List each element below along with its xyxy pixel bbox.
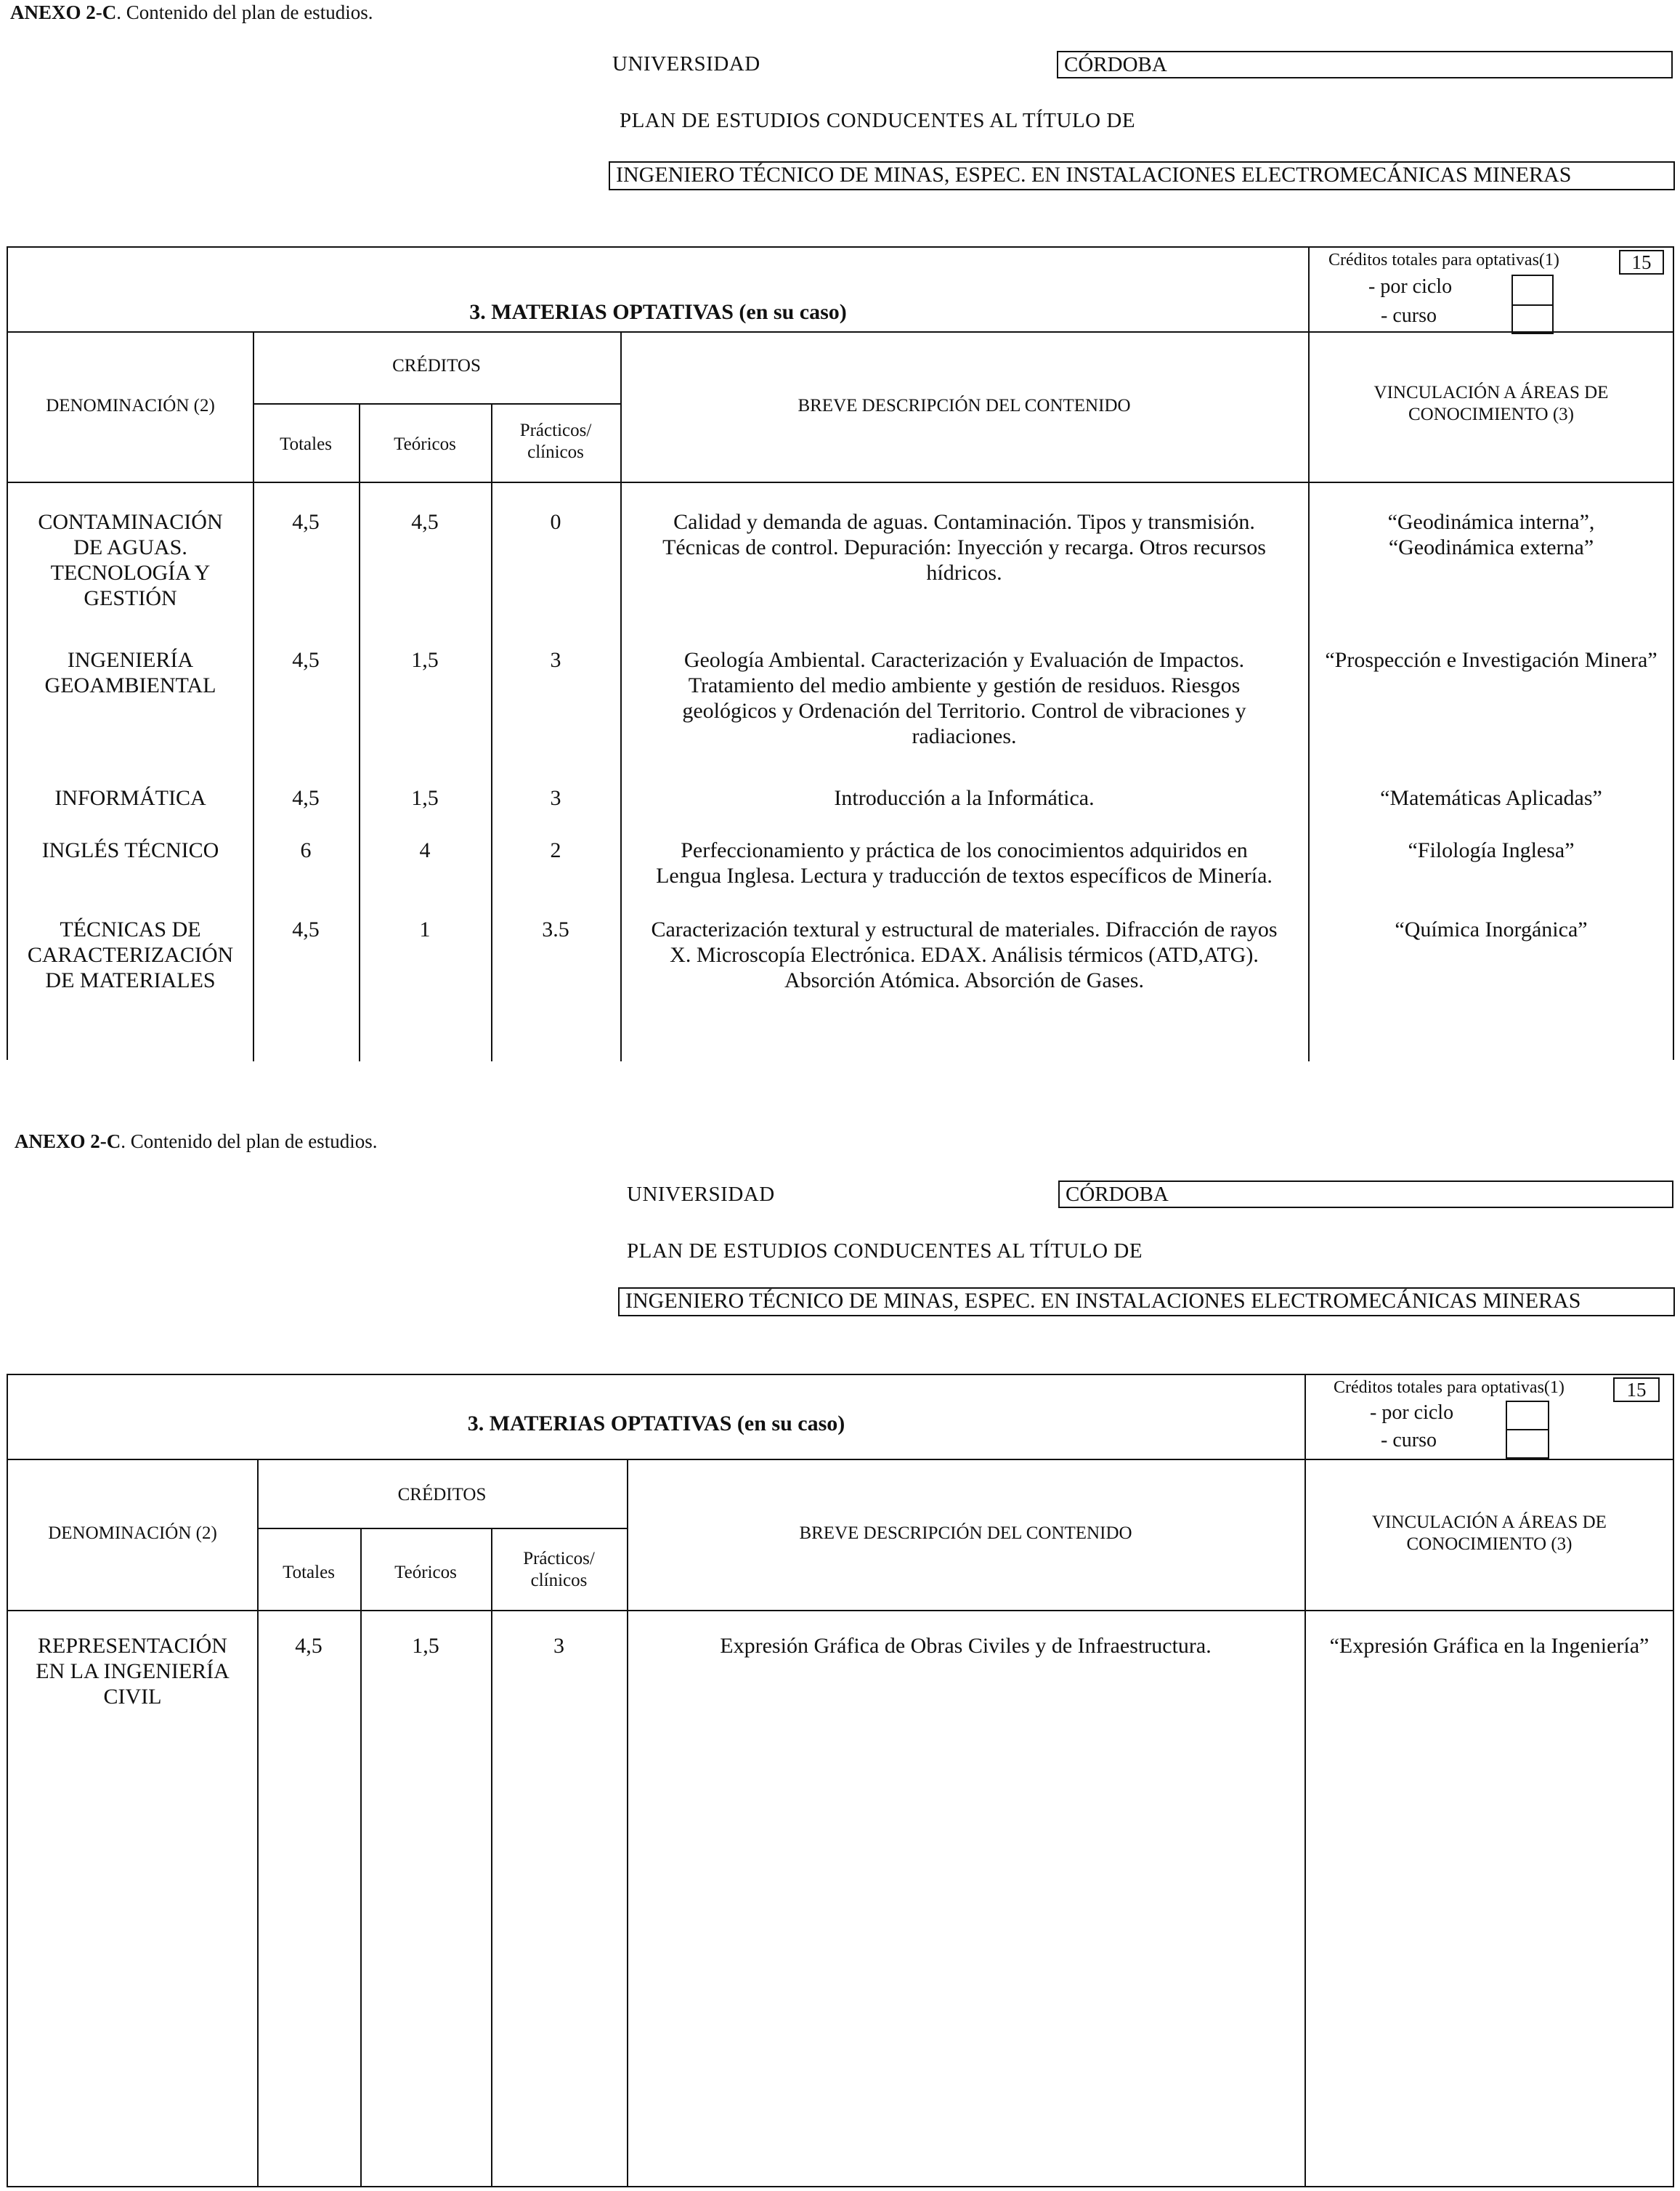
- header-vinculacion: VINCULACIÓN A ÁREAS DE CONOCIMIENTO (3): [1372, 1512, 1607, 1554]
- header-teoricos: Teóricos: [394, 434, 456, 454]
- row-descripcion: Expresión Gráfica de Obras Civiles y de Infraestructura.: [720, 1634, 1212, 1658]
- row-totales: 6: [300, 838, 312, 862]
- row-descripcion: Calidad y demanda de aguas. Contaminación. Tipos y transmisión. Técnicas de control. Depuración: Inyección y recarga. Otros recursos hídricos.: [662, 510, 1266, 585]
- row-teoricos: 4,5: [411, 510, 439, 534]
- row-practicos: 3.5: [542, 918, 569, 941]
- row-descripcion: Introducción a la Informática.: [834, 786, 1095, 810]
- row-vinculacion: “Expresión Gráfica en la Ingeniería”: [1329, 1634, 1649, 1658]
- header-totales: Totales: [283, 1563, 335, 1582]
- plan-label: PLAN DE ESTUDIOS CONDUCENTES AL TÍTULO DE: [627, 1239, 1143, 1263]
- por-ciclo-label: - por ciclo: [1368, 275, 1453, 298]
- row-teoricos: 1,5: [411, 648, 439, 672]
- table-title: 3. MATERIAS OPTATIVAS (en su caso): [469, 300, 847, 324]
- header-vinculacion: VINCULACIÓN A ÁREAS DE CONOCIMIENTO (3): [1373, 383, 1609, 424]
- row-denominacion: INFORMÁTICA: [54, 786, 206, 810]
- row-teoricos: 1,5: [412, 1634, 439, 1658]
- row-descripcion: Perfeccionamiento y práctica de los conocimientos adquiridos en Lengua Inglesa. Lectura y traducción de textos específicos de Minería.: [656, 838, 1273, 888]
- credits-total-box: 15: [1619, 250, 1664, 275]
- row-descripcion: Geología Ambiental. Caracterización y Evaluación de Impactos. Tratamiento del medio ambiente y gestión de residuos. Riesgos geológicos y Ordenación del Territorio. Control de vibraciones y radiaciones.: [682, 648, 1246, 748]
- university-field: CÓRDOBA: [1058, 1180, 1673, 1208]
- row-vinculacion: “Matemáticas Aplicadas”: [1380, 786, 1602, 810]
- optional-subjects-table: [7, 1374, 1674, 2187]
- row-denominacion: CONTAMINACIÓN DE AGUAS. TECNOLOGÍA Y GESTIÓN: [38, 510, 223, 610]
- university-label: UNIVERSIDAD: [627, 1183, 775, 1206]
- row-practicos: 3: [550, 648, 561, 672]
- row-practicos: 3: [553, 1634, 564, 1658]
- degree-title-field: INGENIERO TÉCNICO DE MINAS, ESPEC. EN INSTALACIONES ELECTROMECÁNICAS MINERAS: [609, 161, 1675, 190]
- row-practicos: 3: [550, 786, 561, 810]
- row-vinculacion: “Química Inorgánica”: [1395, 918, 1588, 941]
- table-title: 3. MATERIAS OPTATIVAS (en su caso): [467, 1412, 845, 1435]
- credits-total-label: Créditos totales para optativas(1): [1334, 1378, 1565, 1397]
- plan-label: PLAN DE ESTUDIOS CONDUCENTES AL TÍTULO DE: [620, 109, 1136, 132]
- row-descripcion: Caracterización textural y estructural de materiales. Difracción de rayos X. Microscopía Electrónica. EDAX. Análisis térmicos (ATD,ATG). Absorción Atómica. Absorción de Gases.: [651, 918, 1278, 992]
- credits-total-label: Créditos totales para optativas(1): [1328, 251, 1559, 270]
- row-vinculacion: “Filología Inglesa”: [1408, 838, 1575, 862]
- row-teoricos: 1,5: [411, 786, 439, 810]
- header-totales: Totales: [280, 434, 332, 454]
- header-denominacion: DENOMINACIÓN (2): [48, 1523, 217, 1543]
- row-teoricos: 1: [419, 918, 431, 941]
- row-denominacion: INGLÉS TÉCNICO: [41, 838, 219, 862]
- header-creditos: CRÉDITOS: [397, 1485, 487, 1504]
- row-totales: 4,5: [292, 786, 320, 810]
- header-denominacion: DENOMINACIÓN (2): [46, 396, 215, 416]
- curso-label: - curso: [1381, 304, 1437, 327]
- por-ciclo-label: - por ciclo: [1370, 1401, 1454, 1424]
- header-practicos: Prácticos/ clínicos: [519, 421, 592, 462]
- optional-subjects-table: [7, 246, 1674, 1060]
- university-field: CÓRDOBA: [1057, 51, 1673, 78]
- annex-heading: ANEXO 2-C. Contenido del plan de estudios.: [10, 1, 373, 23]
- university-label: UNIVERSIDAD: [612, 52, 760, 76]
- credits-total-box: 15: [1613, 1377, 1660, 1402]
- row-denominacion: TÉCNICAS DE CARACTERIZACIÓN DE MATERIALES: [27, 918, 234, 992]
- row-practicos: 2: [550, 838, 561, 862]
- header-teoricos: Teóricos: [394, 1563, 457, 1582]
- row-teoricos: 4: [419, 838, 431, 862]
- row-totales: 4,5: [295, 1634, 322, 1658]
- annex-heading: ANEXO 2-C. Contenido del plan de estudios.: [15, 1130, 378, 1152]
- header-practicos: Prácticos/ clínicos: [523, 1549, 595, 1590]
- curso-label: - curso: [1381, 1429, 1437, 1451]
- row-practicos: 0: [550, 510, 561, 534]
- row-vinculacion: “Prospección e Investigación Minera”: [1325, 648, 1657, 672]
- row-denominacion: INGENIERÍA GEOAMBIENTAL: [44, 648, 216, 697]
- header-descripcion: BREVE DESCRIPCIÓN DEL CONTENIDO: [799, 1523, 1132, 1543]
- header-creditos: CRÉDITOS: [392, 356, 481, 376]
- row-denominacion: REPRESENTACIÓN EN LA INGENIERÍA CIVIL: [36, 1634, 230, 1709]
- row-vinculacion: “Geodinámica interna”, “Geodinámica externa”: [1387, 510, 1595, 559]
- header-descripcion: BREVE DESCRIPCIÓN DEL CONTENIDO: [798, 396, 1131, 416]
- row-totales: 4,5: [292, 510, 320, 534]
- row-totales: 4,5: [292, 648, 320, 672]
- row-totales: 4,5: [292, 918, 320, 941]
- degree-title-field: INGENIERO TÉCNICO DE MINAS, ESPEC. EN INSTALACIONES ELECTROMECÁNICAS MINERAS: [618, 1287, 1675, 1316]
